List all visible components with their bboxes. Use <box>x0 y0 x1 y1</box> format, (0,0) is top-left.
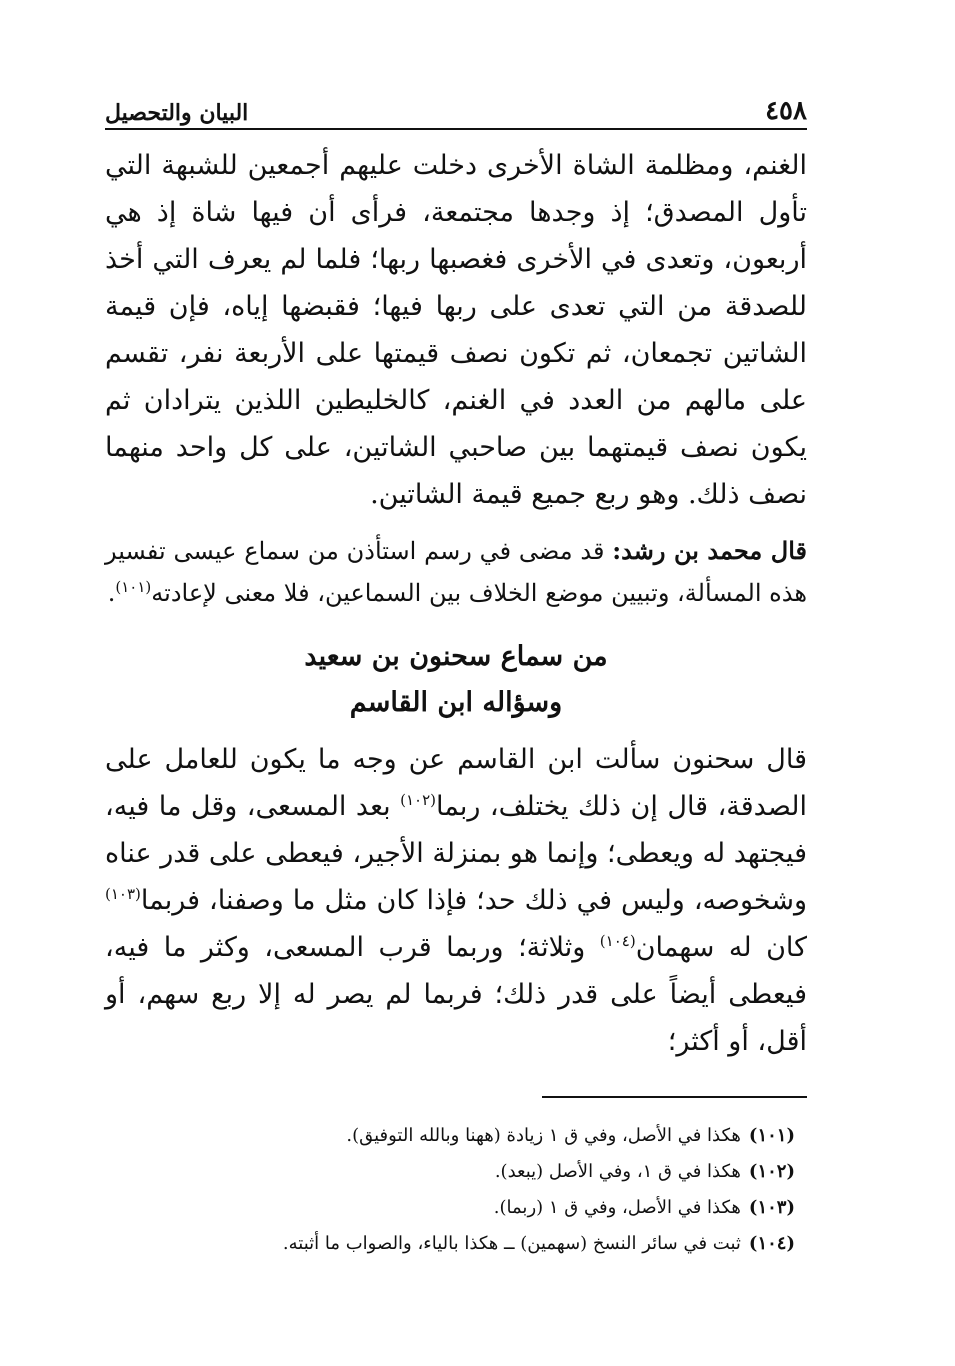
footnote-item <box>105 1190 795 1226</box>
section-heading-line-2: وسؤاله ابن القاسم <box>349 687 563 718</box>
footnote-text: ثبت في سائر النسخ (سهمين) ــ هكذا بالياء، والصواب ما أثبته. <box>282 1233 741 1254</box>
footnote-number: (١٠١) <box>748 1125 795 1146</box>
commentary-paragraph <box>105 530 807 614</box>
section-heading-line-1: من سماع سحنون بن سعيد <box>304 641 608 672</box>
footnote-ref-104: (١٠٤) <box>599 932 636 950</box>
footnote-number: (١٠٢) <box>748 1161 795 1182</box>
section-heading <box>105 634 807 726</box>
footnote-ref-103: (١٠٣) <box>105 885 141 903</box>
footnote-item <box>105 1154 795 1190</box>
paragraph-1: الغنم، ومظلمة الشاة الأخرى دخلت عليهم أجمعين للشبهة التي تأول المصدق؛ إذ وجدها مجتمعة، فرأى أن فيها شاة إذ هي أربعون، وتعدى في الأخرى فغصبها ربها؛ فلما لم يعرف التي أخذ للصدقة من التي تعدى على ربها فيها؛ فقبضها إياه، فإن قيمة الشاتين تجمعان، ثم تكون نصف قيمتها على الأربعة نفر، تقسم على مالهم من العدد في الغنم، كالخليطين اللذين يترادان ثم يكون نصف قيمتهما بين صاحبي الشاتين، على كل واحد منهما نصف ذلك. وهو ربع جميع قيمة الشاتين. <box>105 150 807 510</box>
running-header <box>105 88 807 130</box>
footnote-text: هكذا في الأصل، وفي ق ١ زيادة (ههنا وبالله التوفيق). <box>346 1125 741 1146</box>
footnote-text: هكذا في الأصل، وفي ق ١ (ربما). <box>493 1197 741 1218</box>
page-number: ٤٥٨ <box>765 96 807 126</box>
commentary-end: . <box>107 579 116 607</box>
paragraph-2-part-1: قال سحنون سألت ابن القاسم عن وجه ما يكون للعامل على الصدقة، قال إن ذلك يختلف، ربما <box>105 744 807 822</box>
footnote-number: (١٠٣) <box>748 1197 795 1218</box>
commentator-lead: قال محمد بن رشد: <box>612 536 807 565</box>
footnote-ref-101: (١٠١) <box>115 578 152 596</box>
footnote-separator <box>542 1096 807 1098</box>
paragraph-2-part-4: وثلاثة؛ وربما قرب المسعى، وكثر ما فيه، فيعطى أيضاً على قدر ذلك؛ فربما لم يصر له إلا ربع سهم، أو أقل، أو أكثر؛ <box>105 932 807 1057</box>
commentary-text: قد مضى في رسم استأذن من سماع عيسى تفسير هذه المسألة، وتبيين موضع الخلاف بين السماعين، فلا معنى لإعادته <box>105 537 807 607</box>
main-text <box>105 142 807 1065</box>
footnote-item <box>105 1118 795 1154</box>
paragraph-2 <box>105 736 807 1065</box>
footnote-text: هكذا في ق ١، وفي الأصل (يبعد). <box>494 1161 741 1182</box>
running-title: البيان والتحصيل <box>105 100 249 126</box>
footnotes <box>105 1118 795 1262</box>
footnote-item <box>105 1226 795 1262</box>
paragraph-2-part-2: بعد المسعى، وقل ما فيه، فيجتهد له ويعطى؛ وإنما هو بمنزلة الأجير، فيعطى على قدر عناه وشخوصه، وليس في ذلك حد؛ فإذا كان مثل ما وصفنا، فربما <box>105 791 807 916</box>
paragraph-2-part-3: كان له سهمان <box>635 932 807 963</box>
footnote-ref-102: (١٠٢) <box>400 791 436 809</box>
footnote-number: (١٠٤) <box>748 1233 795 1254</box>
